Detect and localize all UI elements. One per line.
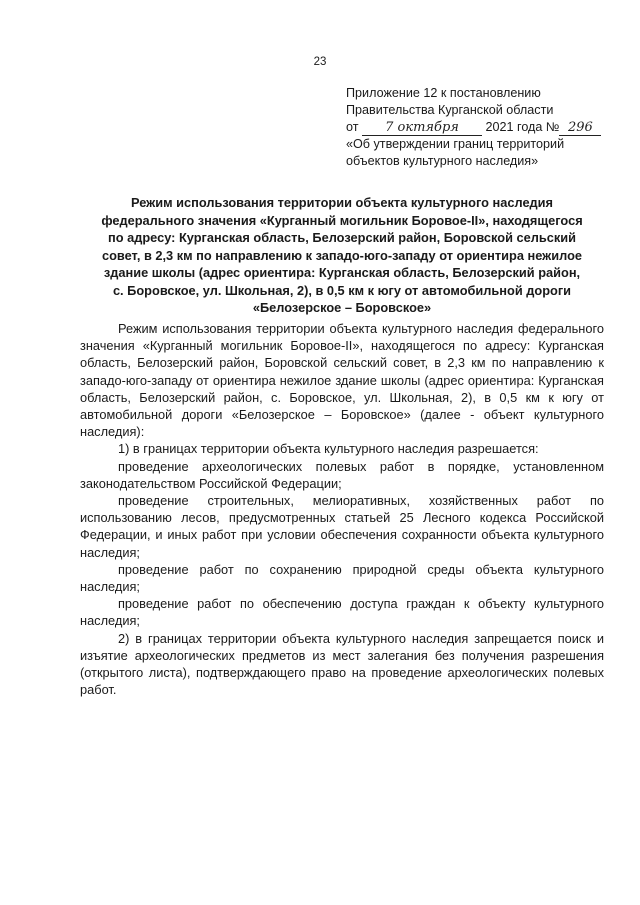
- title-line: Режим использования территории объекта культурного наследия: [130, 195, 554, 210]
- body-paragraph: проведение археологических полевых работ в порядке, установленном законодательством Российской Федерации;: [80, 458, 604, 491]
- appendix-year-text: 2021 года №: [485, 120, 560, 134]
- title-line: по адресу: Курганская область, Белозерский район, Боровской сельский: [107, 230, 576, 245]
- appendix-header: [346, 85, 616, 170]
- body-paragraph: проведение строительных, мелиоративных, хозяйственных работ по использованию лесов, предусмотренных статьей 25 Лесного кодекса Российской Федерации, и иных работ при условии обеспечения сохранности объекта культурного наследия;: [80, 493, 604, 560]
- body-paragraph: 1) в границах территории объекта культурного наследия разрешается:: [118, 441, 539, 457]
- title-line: с. Боровское, ул. Школьная, 2), в 0,5 км к югу от автомобильной дороги: [112, 282, 572, 298]
- appendix-line-1: Приложение 12 к постановлению: [346, 86, 541, 100]
- appendix-date-line: [346, 119, 616, 136]
- body-paragraph: проведение работ по обеспечению доступа граждан к объекту культурного наследия;: [80, 596, 604, 629]
- page-number: 23: [313, 56, 327, 68]
- body-paragraph: проведение работ по сохранению природной среды объекта культурного наследия;: [80, 561, 604, 595]
- handwritten-date: 7 октября: [362, 121, 482, 136]
- appendix-line-5: объектов культурного наследия»: [346, 154, 539, 168]
- appendix-line-2: Правительства Курганской области: [346, 103, 554, 117]
- appendix-from-prefix: от: [346, 120, 359, 134]
- appendix-line-4: «Об утверждении границ территорий: [346, 137, 565, 151]
- document-title: [80, 194, 604, 317]
- body-paragraph: Режим использования территории объекта культурного наследия федерального значения «Курганный могильник Боровое-II», находящегося по адресу: Курганская область, Белозерский район, Боровской сельский совет, в 2,3 км по направлению к западо-юго-западу от ориентира нежилое здание школы (адрес ориентира: Курганская область, Белозерский район, с. Боровское, ул. Школьная, 2), в 0,5 км к югу от автомобильной дороги «Белозерское – Боровское» (далее - объект культурного наследия):: [80, 321, 604, 440]
- body-paragraph: 2) в границах территории объекта культурного наследия запрещается поиск и изъятие археологических предметов из мест залегания без получения разрешения (открытого листа), подтверждающего право на проведение археологических полевых работ.: [80, 630, 604, 698]
- title-line: «Белозерское – Боровское»: [252, 300, 432, 315]
- handwritten-number: 296: [559, 121, 601, 136]
- title-line: совет, в 2,3 км по направлению к западо-юго-западу от ориентира нежилое: [101, 247, 583, 263]
- title-line: федерального значения «Курганный могильник Боровое-II», находящегося: [101, 212, 583, 228]
- document-body: [80, 320, 604, 698]
- title-line: здание школы (адрес ориентира: Курганская область, Белозерский район,: [103, 265, 581, 280]
